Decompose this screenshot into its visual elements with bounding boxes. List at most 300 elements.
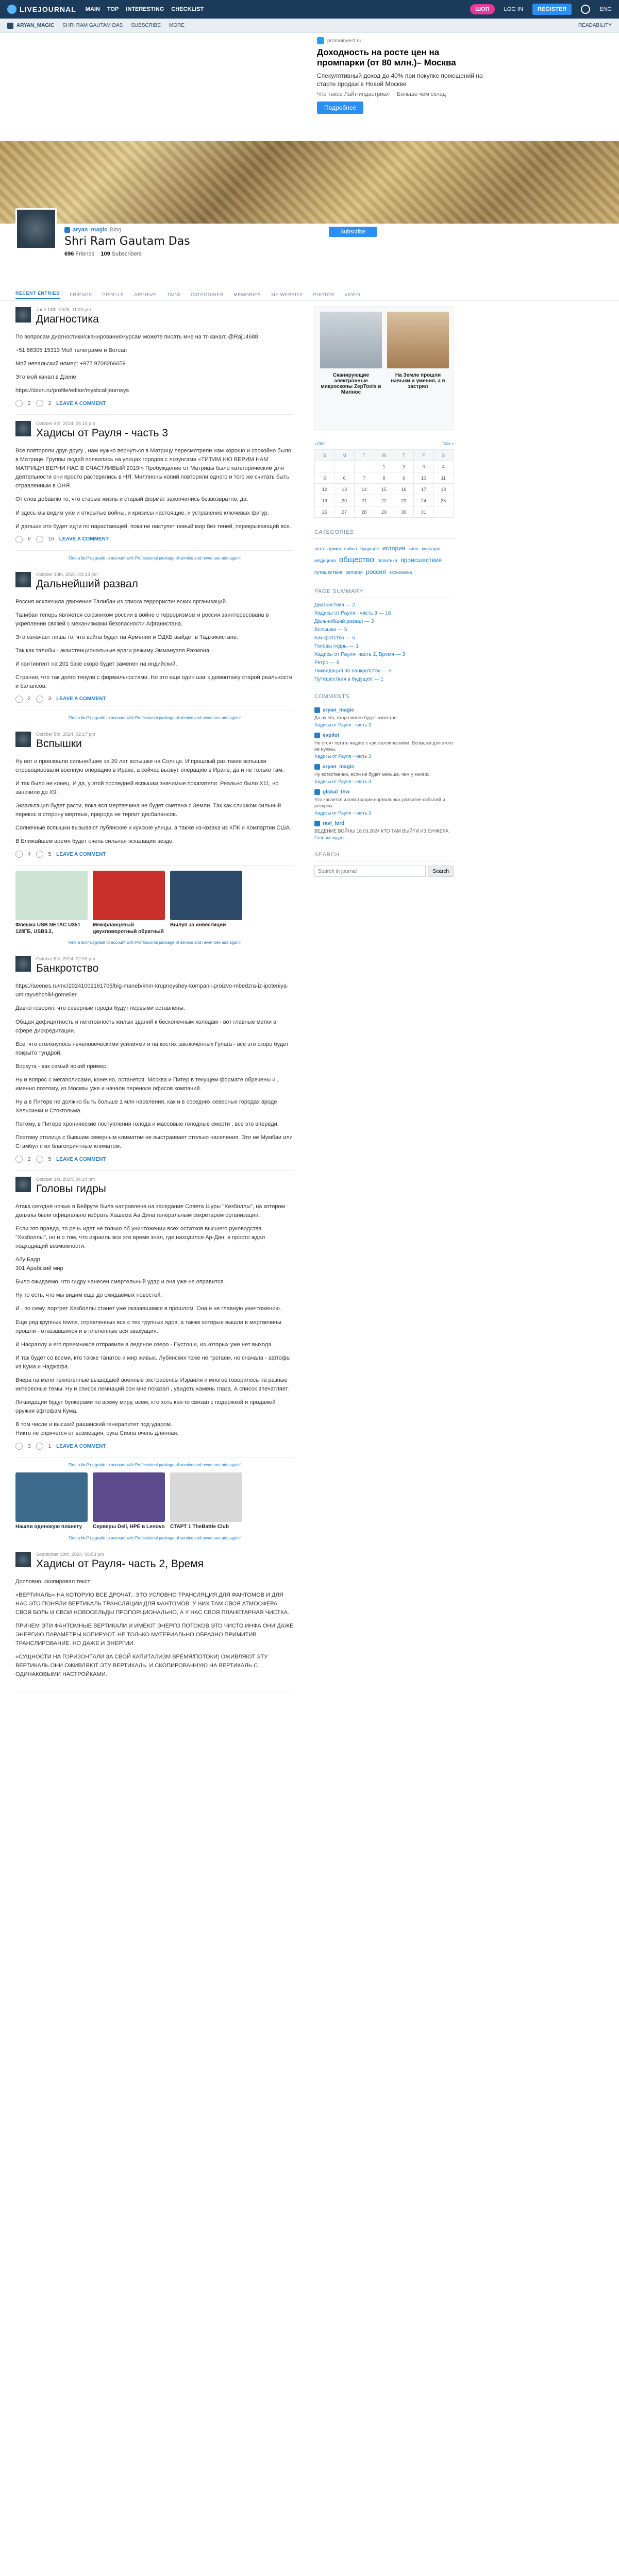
journal-header-banner (0, 141, 619, 224)
calendar-weekday: S (433, 450, 453, 461)
comments-count: 2 (48, 400, 52, 406)
calendar-day (433, 506, 453, 518)
journal-entry (15, 1171, 294, 1458)
subscribers-count[interactable]: 109 (101, 251, 110, 257)
entry-heading (36, 572, 138, 590)
ad-link-2[interactable]: Больше чем склад (396, 91, 446, 98)
calendar (314, 441, 454, 518)
entry-paragraph: Ну и вопрос с мегаполисами, конечно, останется. Москва и Питер в текущем формате обречены и , именно поэтому, из Москвы уже и начали переносе офисов компаний. (15, 1076, 279, 1092)
content-layout (0, 301, 619, 1691)
entry-paragraph: Было ожидаемо, что гидру нанесен смертельный удар и она уже не оправится. (15, 1279, 225, 1285)
entry-paragraph: Солнечные вспышки вызывают лубянские и кухские улицы, а также из-козака из КПК и Компартии США. (15, 825, 291, 832)
comments-count: 1 (48, 1443, 52, 1449)
like-icon[interactable] (15, 400, 23, 407)
calendar-day[interactable]: 27 (334, 506, 354, 518)
entry-paragraph: +51 86305 15313 Мой телеграмм и Вотсап (15, 347, 127, 354)
entry-body (15, 1202, 294, 1438)
page-summary-item[interactable]: Ретро — 6 (314, 660, 340, 666)
calendar-day[interactable]: 7 (354, 472, 374, 484)
comment-icon[interactable] (36, 400, 43, 407)
image-ad-card[interactable] (93, 1472, 165, 1531)
calendar-day[interactable]: 11 (433, 472, 453, 484)
like-icon[interactable] (15, 696, 23, 703)
tab-archive[interactable]: ARCHIVE (134, 292, 157, 297)
comment-entry-link[interactable]: Хадисы от Рауля - часть 3 (314, 810, 371, 816)
category-tag[interactable]: медицина (314, 558, 336, 564)
comment-icon[interactable] (36, 536, 43, 543)
comments-block (314, 693, 454, 840)
image-ad-title[interactable]: Межфланцевый двухповоротный обратный (93, 922, 164, 935)
leave-comment-link[interactable]: LEAVE A COMMENT (56, 1156, 106, 1162)
image-ad-picture[interactable] (15, 871, 88, 920)
page-summary-item[interactable]: Головы гидры — 1 (314, 643, 359, 650)
entry-date: June 18th, 2026, 11:39 pm (36, 307, 91, 312)
profile-stats (64, 251, 190, 257)
calendar-day[interactable]: 13 (334, 484, 354, 495)
calendar-day[interactable]: 5 (315, 472, 334, 484)
entry-title[interactable]: Хадисы от Рауля - часть 3 (36, 427, 169, 439)
user-icon (314, 789, 320, 795)
calendar-week (315, 495, 454, 506)
page-summary-item[interactable]: Дальнейший развал — 3 (314, 619, 374, 625)
entry-date: October 8th, 2024, 02:17 pm (36, 731, 95, 737)
entry-paragraph: Странно, что так долго тянули с формальностями. Но это еще один шаг к демонтажу старой реальности и балансов. (15, 674, 293, 689)
recent-comment (314, 707, 454, 727)
profile-meta (64, 227, 190, 257)
entry-body (15, 333, 294, 395)
categories-title: CATEGORIES (314, 529, 454, 539)
recent-comment (314, 821, 454, 841)
calendar-day[interactable]: 1 (374, 461, 394, 472)
comment-icon[interactable] (36, 851, 43, 858)
ad-upgrade-note[interactable]: Find a bio? upgrade to account with Professional package of service and never see ads again! (69, 1463, 241, 1468)
entry-header (15, 956, 294, 975)
entry-paragraph: И здесь мы видим уже и открытые войны, и кризисы настоящие, и устранение ключевых фигур. (15, 510, 269, 516)
calendar-day[interactable]: 10 (414, 472, 433, 484)
ad-links (317, 91, 487, 97)
calendar-day[interactable]: 15 (374, 484, 394, 495)
main-nav (86, 6, 204, 12)
journal-search-button[interactable]: Search (428, 866, 454, 877)
readability-toggle[interactable]: READABILITY (578, 23, 612, 28)
calendar-grid (314, 449, 454, 518)
entry-paragraph: Россия исключила движение Талибан из списка террористических организаций. (15, 598, 227, 605)
image-ad-card[interactable] (15, 871, 88, 935)
calendar-weekday: S (315, 450, 334, 461)
top-ad[interactable] (317, 37, 487, 114)
comment-text: Ну естественно, если не будет меньше, чем у многих. (314, 772, 431, 777)
comment-author[interactable] (314, 733, 454, 738)
entry-paragraph: Мой непальский номер: +977 9708266659 (15, 361, 126, 367)
entry-avatar[interactable] (15, 572, 31, 587)
entry-paragraph: Давно говорил, что северные города будут первыми оставлены. (15, 1005, 185, 1012)
comment-icon[interactable] (36, 696, 43, 703)
image-ad-title[interactable]: Нашли одинокую планету (15, 1524, 82, 1530)
entry-paragraph: https://aeenes.ru/mc/20241002161705/big-maneb/khm-krupneyshey-kompanii-proizvo-mbedzra-iz-ipoteniya-umirayushchiki-gomeiler (15, 983, 289, 998)
profile-username[interactable] (64, 227, 190, 233)
sidebar-ad-box[interactable] (314, 306, 454, 430)
calendar-day[interactable]: 22 (374, 495, 394, 506)
tab-memories[interactable]: MEMORIES (233, 292, 261, 297)
comment-author[interactable] (314, 821, 454, 826)
page-summary-item[interactable]: Вспышки — 5 (314, 627, 347, 633)
image-ad-title[interactable]: Вылуп за инвестиции (170, 922, 226, 928)
entry-title[interactable]: Дальнейший развал (36, 578, 138, 590)
image-ad-card[interactable] (170, 871, 242, 935)
entry-paragraph: Ну а в Питере не должно быть больше 1 млн населения, как и в соседних северных городах вроде Хельсинки и Стокгольма. (15, 1098, 277, 1114)
comment-author-name: global_thw (323, 789, 350, 795)
entry-title[interactable]: Банкротство (36, 962, 99, 975)
entry-paragraph: Все повторяли друг-другу , нам нужно вернуться в Матрицу пересмотрели нам хорошо и спокойно было в Матрице. Группы людей появились на улицах городов с лозунгами «ТИТИМ НЮ ВЕРИМ НАМ МАТРИЦУ! ВЕРНИ НАС В СЧАСТЛИВЫЙ 2019!» Пробуждение от Матрицы было категорическим для деятельности они просто растерялись в НЯ. Миллионы копий повторяли одного и того же считать быть отравленным в ОНЯ. (15, 448, 292, 489)
ad-upgrade-note[interactable]: Find a bio? upgrade to account with Professional package of service and never see ads again! (69, 1535, 241, 1540)
ad-title[interactable]: Доходность на росте цен на промпарки (от 80 млн.)– Москва (317, 47, 456, 68)
shop-button[interactable]: ШОП (470, 4, 495, 14)
calendar-day[interactable]: 20 (334, 495, 354, 506)
entry-paragraph: Все, что столкнулось нечеловеческими усилиями и на костях заключённых Гулага - все это скоро будет покрыто тундрой. (15, 1041, 289, 1056)
category-tag[interactable]: религия (345, 569, 363, 575)
journal-entry (15, 950, 294, 1171)
entry-date: October 1st, 2024, 04:24 pm (36, 1177, 95, 1182)
user-icon (314, 733, 320, 738)
like-icon[interactable] (15, 851, 23, 858)
entry-paragraph: И Насраллу и его преемников отправили в ледяное озеро - Пустоши, из которых уже нет выхода. (15, 1341, 273, 1348)
comment-author-name: aryan_magic (323, 764, 355, 770)
entry-avatar[interactable] (15, 421, 31, 436)
category-tag[interactable]: будущее (360, 546, 379, 551)
comments-title: COMMENTS (314, 693, 454, 703)
comment-author[interactable] (314, 789, 454, 795)
comment-entry-link[interactable]: Хадисы от Рауля - часть 3 (314, 754, 371, 759)
like-icon[interactable] (15, 1443, 23, 1450)
comment-text: ВЕДЕНИЕ ВОЙНЫ 18.03.2024 КТО ТАМ ВЫЙТИ ИЗ БУНКЕРА. (314, 828, 450, 834)
subscribers-label: Subscribers (111, 251, 142, 257)
journal-entry (15, 725, 294, 866)
entry-header (15, 307, 294, 326)
likes-count: 2 (28, 696, 31, 702)
search-icon[interactable] (581, 5, 590, 14)
calendar-weekday: M (334, 450, 354, 461)
nav-checklist[interactable]: CHECKLIST (171, 6, 204, 12)
calendar-day[interactable]: 17 (414, 484, 433, 495)
category-tag[interactable]: общество (339, 555, 374, 565)
friends-count[interactable]: 696 (64, 251, 74, 257)
entry-paragraph: Атака сегодня ночью в Бейруте была направлена на заседание Совета Шуры "Хезболлы", на котором должны были официально избрать Хашема Аа Дина генеральным секретарем организации. (15, 1204, 286, 1219)
image-ad-card[interactable] (170, 1472, 242, 1531)
calendar-day[interactable]: 16 (394, 484, 413, 495)
entry-body (15, 598, 294, 691)
calendar-day[interactable]: 9 (394, 472, 413, 484)
calendar-day[interactable]: 14 (354, 484, 374, 495)
entry-heading (36, 956, 98, 975)
ad-more-button[interactable]: Подробнее (317, 101, 363, 114)
search-title: SEARCH (314, 852, 454, 861)
page-summary-item[interactable]: Диагностика — 2 (314, 602, 356, 608)
leave-comment-link[interactable]: LEAVE A COMMENT (56, 696, 106, 702)
comment-author[interactable] (314, 764, 454, 770)
entry-body (15, 757, 294, 846)
image-ad-picture[interactable] (93, 871, 165, 920)
calendar-day[interactable]: 28 (354, 506, 374, 518)
entry-paragraph: И так было не конец. И да, у этой последней вспышки значимые показатели. Реально было Х11, но занизили до Х9. (15, 781, 279, 796)
tab-recent-entries[interactable]: RECENT ENTRIES (15, 291, 60, 299)
entry-heading (36, 1177, 106, 1195)
category-tag[interactable]: история (382, 545, 406, 552)
subscribe-button[interactable]: Subscribe (329, 227, 377, 237)
entry-header (15, 421, 294, 439)
comments-count: 3 (48, 696, 52, 702)
entry-title[interactable]: Вспышки (36, 737, 82, 750)
entry-avatar[interactable] (15, 1177, 31, 1192)
entry-paragraph: Ещё ряд крупных towns, отравленных все с тех трупных ядов, а также которые вышли в мертвечины прошли - отказавшихся и в плененные вся эвакуация. (15, 1319, 281, 1334)
entry-paragraph: Потому, в Питере хронические поступления голода и массовые голодные смерти , все это впереди. (15, 1121, 279, 1127)
journal-title-link[interactable]: SHRI RAM GAUTAM DAS (62, 23, 123, 28)
entry-paragraph: В Ближайшем время будет очень сильная эскалация везде. (15, 838, 174, 845)
comment-text: Не стоит путать индиго с кристаллическими. Вспышки для этого не нужны. (314, 740, 453, 752)
entry-paragraph: И так будет со всеми, кто также танатос и мир живых. Лубянских тоже не трогаем, но сначала - афтофы из Кума и Наджафа. (15, 1354, 291, 1370)
image-ad-title[interactable]: Серверы Dell, HPE в Lenovo (93, 1524, 165, 1530)
category-tag[interactable]: кино (408, 546, 419, 551)
comment-icon[interactable] (36, 1443, 43, 1450)
entry-title[interactable]: Головы гидры (36, 1183, 106, 1195)
category-tag[interactable]: культура (422, 546, 441, 551)
calendar-weekday: T (394, 450, 413, 461)
leave-comment-link[interactable]: LEAVE A COMMENT (59, 536, 109, 543)
ad-upgrade-note[interactable]: Find a bio? upgrade to account with Professional package of service and never see ads again! (69, 715, 241, 720)
sidebar-ad-caption-2[interactable]: На Земле прошли навыки и умения, а в застрял (391, 372, 445, 389)
calendar-day[interactable]: 12 (315, 484, 334, 495)
page-summary-item[interactable]: Ликвидация по банкротству — 5 (314, 668, 392, 674)
entry-footer (15, 1443, 294, 1450)
like-icon[interactable] (15, 536, 23, 543)
search-block (314, 852, 454, 877)
entry-body (15, 447, 294, 531)
entry-paragraph: Абу Бадр 301 Арабский мир (15, 1257, 63, 1272)
ad-upgrade-note[interactable]: Find a bio? upgrade to account with Professional package of service and never see ads again! (69, 555, 241, 561)
entry-avatar[interactable] (15, 732, 31, 747)
profile-username-text: aryan_magic (73, 227, 108, 233)
entry-paragraph: От слов добавлю то, что старые жизнь и старый формат закончились безвозвратно, да. (15, 496, 248, 503)
ad-source-text: promoinvest.ru (327, 38, 362, 44)
category-tag[interactable]: россия (366, 568, 386, 575)
entry-paragraph: Талибан теперь является союзником россии в войне с терроризмом и россия заинтересована в укреплении связей с механизмами безопасности Афганистана. (15, 612, 269, 627)
image-ad-title[interactable]: СТАРТ 1 TheBattle Club (170, 1524, 229, 1530)
entry-paragraph: Экзальтация будет расти, пока вся мертвечина не будет сметена с Земли. Так как слишком сильный перекос в сторону мертвых, природа не терпит дисбалансов. (15, 803, 281, 818)
sidebar-ad-image-2[interactable] (387, 312, 449, 368)
tab-tags[interactable]: TAGS (167, 292, 180, 297)
recent-comment (314, 789, 454, 816)
subbar-more[interactable]: MORE (169, 23, 185, 28)
journal-entry (15, 301, 294, 415)
tab-categories[interactable]: CATEGORIES (190, 292, 224, 297)
journal-avatar[interactable] (15, 208, 57, 249)
calendar-day[interactable]: 25 (433, 495, 453, 506)
calendar-day[interactable]: 31 (414, 506, 433, 518)
journal-owner[interactable] (7, 23, 54, 29)
calendar-day[interactable]: 24 (414, 495, 433, 506)
nav-main[interactable]: MAIN (85, 6, 100, 12)
image-ad-picture[interactable] (93, 1472, 165, 1522)
calendar-weekday: W (374, 450, 394, 461)
language-selector[interactable]: ENG (599, 6, 612, 12)
subbar-subscribe[interactable]: SUBSCRIBE (131, 23, 161, 28)
page-summary-item[interactable]: Банкротство — 5 (314, 635, 355, 641)
entry-date: October 6th, 2024, 06:15 pm (36, 421, 95, 427)
livejournal-logo[interactable] (7, 5, 76, 14)
entry-heading (36, 421, 168, 439)
page-summary-item[interactable]: Хадисы от Рауля - часть 3 — 16 (314, 611, 391, 617)
tab-photos[interactable]: PHOTOS (313, 292, 334, 297)
ad-upgrade-note[interactable]: Find a bio? upgrade to account with Professional package of service and never see ads again! (69, 940, 241, 945)
page-summary-item[interactable]: Путешествия в будущее — 1 (314, 676, 383, 683)
entry-paragraph: Воркута - как самый яркий пример. (15, 1063, 108, 1070)
image-ad-picture[interactable] (15, 1472, 88, 1522)
category-tag[interactable]: авто (314, 546, 324, 551)
register-button[interactable]: REGISTER (532, 4, 572, 15)
category-tag[interactable]: происшествия (400, 556, 442, 564)
journal-tabs (0, 289, 619, 301)
tab-profile[interactable]: PROFILE (102, 292, 124, 297)
entry-paragraph: Если это правда, то речь идет не только об уничтожении всех остатков высшего руководства "Хезболлы", но и о том, что израиль все это время знал, где находился Ар-Дин, в просто ждал подходящий возможности. (15, 1226, 265, 1250)
entry-paragraph: https://dzen.ru/profile/editor/mysticalljourneys (15, 387, 129, 394)
calendar-day[interactable]: 26 (315, 506, 334, 518)
calendar-day[interactable]: 29 (374, 506, 394, 518)
image-ad-card[interactable] (93, 871, 165, 935)
likes-count: 6 (28, 536, 31, 543)
calendar-day[interactable]: 23 (394, 495, 413, 506)
image-ad-card[interactable] (15, 1472, 88, 1531)
entry-paragraph: Ну вот и произошли сильнейшие за 20 лет вспышки на Солнце. И прошлый раз такие вспышки спровоцировали военную операцию в Ираке, а сейчас вызвут операцию в Иране, да и не только там. (15, 758, 284, 774)
tab-video[interactable]: VIDEO (344, 292, 360, 297)
tab-friends[interactable]: FRIENDS (70, 292, 92, 297)
entry-avatar[interactable] (15, 307, 31, 323)
comments-count: 16 (48, 536, 54, 543)
category-tag[interactable]: армия (327, 546, 341, 551)
entry-avatar[interactable] (15, 956, 31, 972)
entry-footer (15, 696, 294, 703)
entry-paragraph: Ликвидации будут бункерами по всему миру, всем, кто хоть как-то связан с подержкой и продажей оружия афтофам Кума. (15, 1399, 276, 1414)
comment-text: Да ну его, скоро много будет известно (314, 715, 397, 721)
entry-header (15, 732, 294, 750)
calendar-day[interactable]: 19 (315, 495, 334, 506)
calendar-day[interactable]: 3 (414, 461, 433, 472)
journal-entry (15, 566, 294, 710)
sidebar-ad-image-1[interactable] (320, 312, 382, 368)
ad-source-icon (317, 37, 324, 44)
likes-count: 4 (28, 851, 31, 857)
ad-link-1[interactable]: Что такое Лайт-индастриал (317, 91, 390, 98)
entry-header (15, 572, 294, 590)
calendar-week (315, 472, 454, 484)
calendar-next[interactable]: Nov › (442, 441, 454, 446)
category-tag[interactable]: война (344, 546, 357, 551)
journal-search-input[interactable] (314, 866, 426, 877)
category-tag[interactable]: экономика (389, 569, 412, 575)
entry-title[interactable]: Хадисы от Рауля- часть 2, Время (36, 1557, 204, 1570)
entry-paragraph: Это означает лишь то, что война будет на Армении и ОДКБ выйдет в Таджикистане. (15, 634, 239, 640)
likes-count: 2 (28, 1156, 31, 1162)
entry-header (15, 1177, 294, 1195)
entry-paragraph: И дальше это будет идти по нарастающей, пока не наступит новый мир без теней, перекрывающий все. (15, 523, 291, 530)
calendar-day[interactable]: 18 (433, 484, 453, 495)
calendar-nav (314, 441, 454, 446)
calendar-day[interactable]: 2 (394, 461, 413, 472)
category-tag[interactable]: путешествия (314, 569, 342, 575)
entry-paragraph: По вопросам диагностики/сканирования/курсам можете писать мне на тг-канал: @Raj14688 (15, 334, 258, 340)
leave-comment-link[interactable]: LEAVE A COMMENT (56, 1443, 106, 1449)
entry-footer (15, 536, 294, 543)
page-summary-title: PAGE SUMMARY (314, 588, 454, 598)
recent-comment (314, 764, 454, 784)
calendar-day[interactable]: 6 (334, 472, 354, 484)
comment-author-name: ravl_lord (323, 820, 345, 826)
entry-heading (36, 1552, 204, 1570)
calendar-day[interactable]: 8 (374, 472, 394, 484)
entry-paragraph: «ВЕРТИКАЛЬ» НА КОТОРУЮ ВСЕ ДРОЧАТ.. ЭТО УСЛОВНО ТРАНСЛЯЦИЯ ДЛЯ ФАНТОМОВ И ДЛЯ НАС ЭТО ПОНЯЛИ ВЕРТИКАЛЬ ТРАНСЛЯЦИИ ДЛЯ ФАНТОМОВ. У НИХ ТАМ СВОЯ АТМОСФЕРА СВОЯ БОЛЬ И СВОИ НОВОСЕЛЬДЫ ПРОПОРЦИОНАЛЬНО, А У НАС СВОЯ ПЛАНЕТАРНАЯ ЧИСТКА. (15, 1591, 290, 1616)
comment-author[interactable] (314, 707, 454, 713)
profile-blog-label: Blog (110, 227, 122, 233)
entry-paragraph: Это мой канал в Дзене (15, 374, 76, 381)
comments-count: 5 (48, 851, 52, 857)
comment-entry-link[interactable]: Хадисы от Рауля - часть 3 (314, 722, 371, 727)
logo-text: LIVEJOURNAL (20, 5, 76, 13)
calendar-day[interactable]: 30 (394, 506, 413, 518)
entry-paragraph: Так как талибы - экзистенциональные враги режиму Эммануэля Рахмона. (15, 647, 211, 654)
comment-entry-link[interactable]: Хадисы от Рауля - часть 3 (314, 778, 371, 784)
entry-footer (15, 851, 294, 858)
category-tag[interactable]: политика (377, 558, 397, 564)
comments-count: 5 (48, 1156, 52, 1162)
nav-top[interactable]: TOP (107, 6, 119, 12)
calendar-day[interactable]: 4 (433, 461, 453, 472)
entry-paragraph: Вчера на мели техногенные вышедшей военные экстрасенсы Израиля и многое говорилось на разные интересные темы. Ну и список лемнаций сон мне показал , увидеть камень глаза. А список впечатляет. (15, 1377, 289, 1392)
comment-entry-link[interactable]: Головы гидры (314, 835, 345, 841)
comment-icon[interactable] (36, 1156, 43, 1163)
entry-paragraph: «СУЩНОСТИ НА ГОРИЗОНТАЛИ ЗА СВОЙ КАПИТАЛИЗМ ВРЕМЯ/ПОТОКИ) ОЖИВЛЯЮТ ЭТУ ВЕРТИКАЛЬ ОНИ ОЖИВЛЯЮТ ЭТУ ВЕРТИКАЛЬ. И СКОПИРОВАННУЮ НА ВЕРТИКАЛЬ С ОДИНАКОВЫМИ НАСТРОЙКАМИ. (15, 1653, 268, 1677)
login-link[interactable]: LOG IN (504, 6, 523, 12)
sidebar-ad-caption-1[interactable]: Сканирующие электронные микроскопы ZepTools в Милнос (321, 372, 381, 395)
leave-comment-link[interactable]: LEAVE A COMMENT (56, 400, 106, 406)
entry-date: October 10th, 2024, 03:13 pm (36, 571, 98, 577)
calendar-day[interactable]: 21 (354, 495, 374, 506)
calendar-week (315, 461, 454, 472)
entry-paragraph: И , по сему, портрет Хезболлы станет уже оказавшимся в прошлом. Она и не главную уничтожению. (15, 1306, 281, 1312)
image-ad-picture[interactable] (170, 1472, 242, 1522)
sidebar-ad (314, 306, 454, 430)
calendar-day (334, 461, 354, 472)
calendar-day (354, 461, 374, 472)
image-ad-picture[interactable] (170, 871, 242, 920)
calendar-prev[interactable]: ‹ Oct (314, 441, 325, 446)
nav-interesting[interactable]: INTERESTING (126, 6, 164, 12)
leave-comment-link[interactable]: LEAVE A COMMENT (56, 851, 106, 857)
journal-entry (15, 1546, 294, 1691)
entry-title[interactable]: Диагностика (36, 313, 99, 325)
user-icon (314, 821, 320, 826)
calendar-week (315, 484, 454, 495)
entry-paragraph: И контингент на 201 базе скоро будет заменен на индийский. (15, 660, 177, 667)
like-icon[interactable] (15, 1156, 23, 1163)
entry-avatar[interactable] (15, 1552, 31, 1567)
page-summary-item[interactable]: Хадисы от Рауля- часть 2, Время — 3 (314, 652, 405, 658)
image-ad-title[interactable]: Флешка USB NETAC U351 128ГБ, USB3.2, (15, 922, 81, 935)
posts-column (15, 301, 294, 1691)
journal-owner-name: ARYAN_MAGIC (16, 23, 55, 28)
tab-my-website[interactable]: MY WEBSITE (271, 292, 303, 297)
entry-heading (36, 307, 99, 326)
image-ad-row (15, 871, 294, 935)
entry-footer (15, 1156, 294, 1163)
ad-text: Спекулятивный доход до 40% при покупке помещений на старте продаж в Новой Москве (317, 72, 483, 88)
